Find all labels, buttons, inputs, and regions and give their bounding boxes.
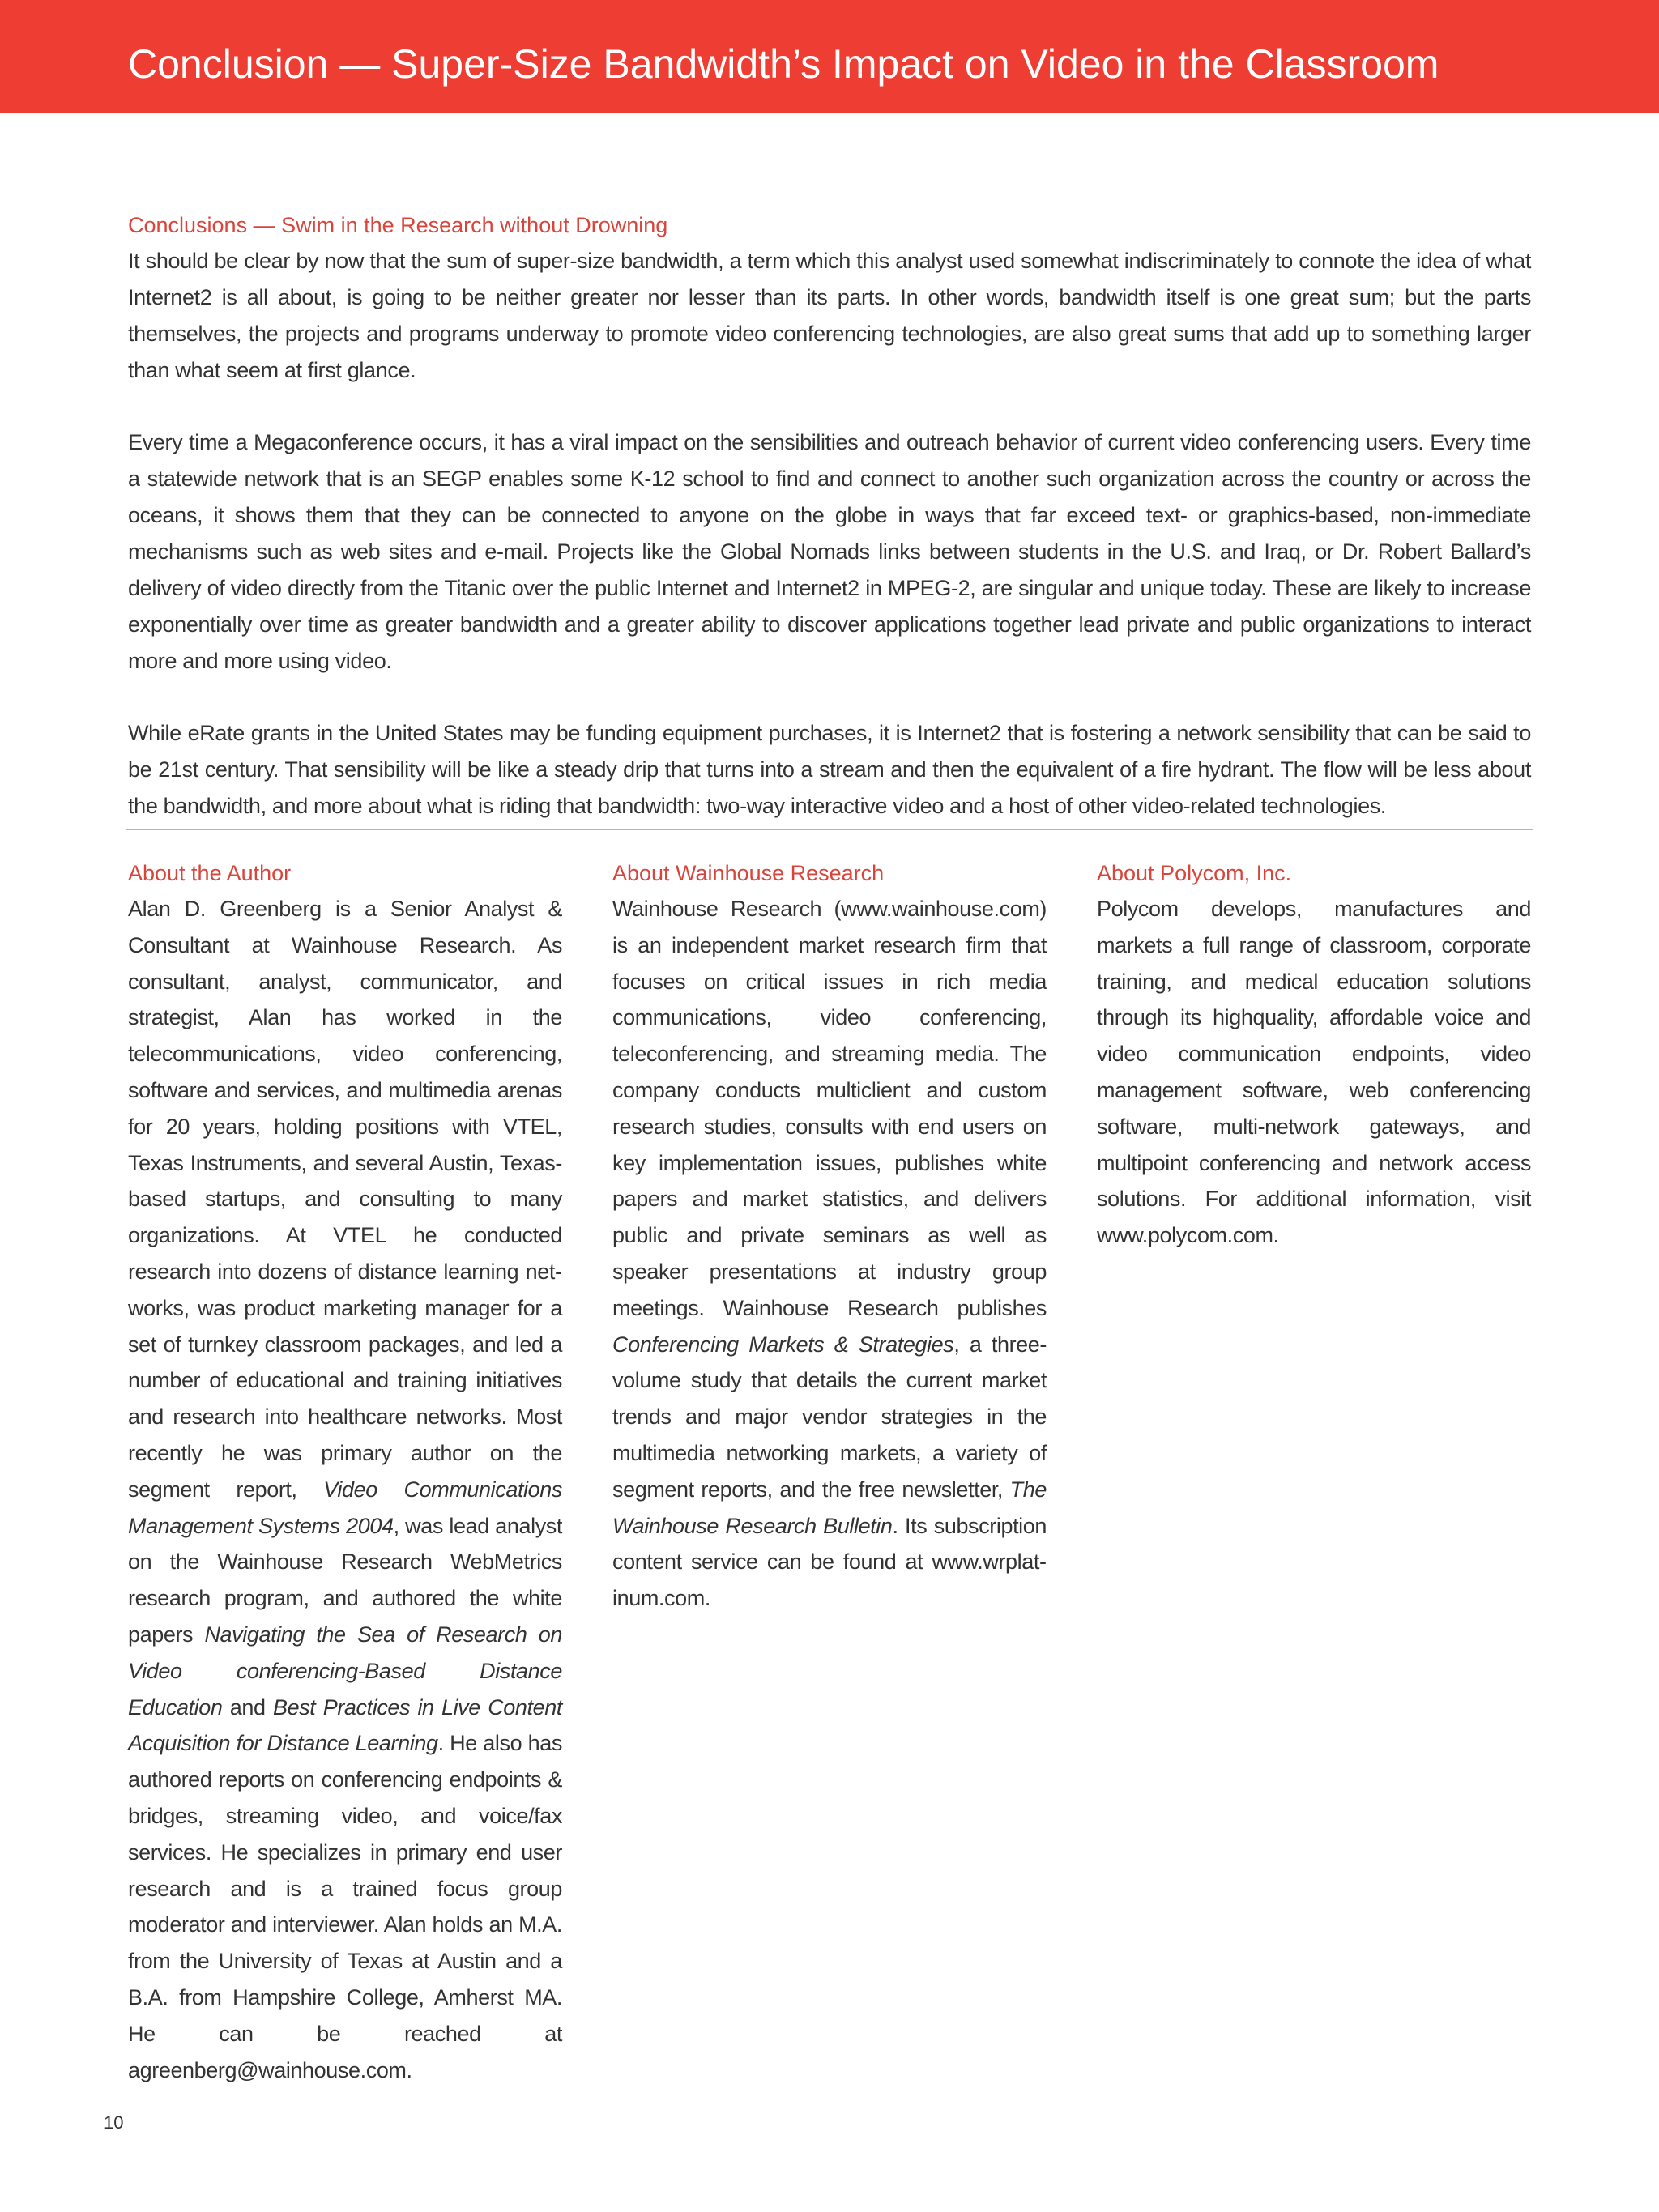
header-banner bbox=[0, 0, 1659, 113]
author-report-title: Video Communications Management Systems 2004 bbox=[128, 1477, 562, 1538]
author-text-part: . He also has authored reports on conferencing endpoints & bridges, streaming video, and voice/fax services. He specializes in primary end user research and is a trained focus group moderator and interviewer. Alan holds an M.A. from the University of Texas at Austin and a B.A. from Hampshire College, Amherst MA. He can be reached at agreenberg@wainhouse.com. bbox=[128, 1731, 562, 2082]
conclusions-section bbox=[128, 207, 1531, 860]
page-number: 10 bbox=[104, 2112, 124, 2133]
wainhouse-text-part: . Its subscription content service can be found at www.wrplatinum.com. bbox=[612, 1513, 1047, 1611]
conclusions-paragraph-3: While eRate grants in the United States may be funding equipment purchases, it is Internet2 that is fostering a network sensibility that can be said to be 21st century. That sensibility will be like a steady drip that turns into a stream and then the equivalent of a fire hydrant. The flow will be less about the bandwidth, and more about what is riding that bandwidth: two-way interactive video and a host of other video-related technologies. bbox=[128, 721, 1531, 818]
author-text-part: , was lead analyst on the Wainhouse Research WebMetrics research program, and authored the white papers bbox=[128, 1513, 562, 1647]
about-wainhouse-text bbox=[612, 891, 1047, 1617]
wainhouse-text-part: , a three-volume study that details the current market trends and major vendor strategies in the multimedia networking markets, a variety of segment reports, and the free newsletter, bbox=[612, 1332, 1047, 1502]
author-text-part: and bbox=[222, 1694, 273, 1720]
about-polycom-heading: About Polycom, Inc. bbox=[1097, 861, 1292, 885]
section-divider bbox=[126, 829, 1533, 830]
about-author-heading: About the Author bbox=[128, 861, 292, 885]
about-wainhouse-column bbox=[612, 855, 1047, 1617]
about-wainhouse-heading: About Wainhouse Research bbox=[612, 861, 885, 885]
conclusions-paragraph-2: Every time a Megaconference occurs, it has a viral impact on the sensibilities and outreach behavior of current video conferencing users. Every time a statewide network that is an SEGP enables some K-12 school to find and connect to another such organization across the country or across the oceans, it shows them that they can be connected to anyone on the globe in ways that far exceed text- or graphics-based, non-immediate mechanisms such as web sites and e-mail. Projects like the Global Nomads links between students in the U.S. and Iraq, or Dr. Robert Ballard’s delivery of video directly from the Titanic over the public Internet and Internet2 in MPEG-2, are singular and unique today. These are likely to increase exponentially over time as greater bandwidth and a greater ability to discover applications together lead private and public organizations to interact more and more using video. bbox=[128, 430, 1531, 673]
author-text-part: Alan D. Greenberg is a Senior Analyst & Consultant at Wainhouse Research. As consultant, analyst, communicator, and strategist, Alan has worked in the telecommunications, video conferencing, software and services, and multimedia arenas for 20 years, holding positions with VTEL, Texas Instruments, and several Austin, Texas-based startups, and consulting to many organizations. At VTEL he conducted research into dozens of distance learning networks, was product marketing manager for a set of turnkey classroom packages, and led a number of educational and training initiatives and research into healthcare networks. Most recently he was primary author on the segment report, bbox=[128, 897, 562, 1502]
wainhouse-study-title: Conferencing Markets & Strategies bbox=[612, 1332, 954, 1357]
page-title: Conclusion — Super-Size Bandwidth’s Impact on Video in the Classroom bbox=[128, 41, 1439, 87]
about-polycom-text: Polycom develops, manufactures and markets a full range of classroom, corporate training, and medical education solutions through its highquality, affordable voice and video communication endpoints, video management software, web conferencing software, multi-network gateways, and multipoint conferencing and network access solutions. For additional information, visit www.polycom.com. bbox=[1097, 897, 1531, 1248]
about-author-column bbox=[128, 855, 562, 2088]
conclusions-heading: Conclusions — Swim in the Research without Drowning bbox=[128, 213, 668, 237]
wainhouse-newsletter-title: The Wainhouse Research Bulletin bbox=[612, 1477, 1047, 1538]
conclusions-paragraph-1: It should be clear by now that the sum of super-size bandwidth, a term which this analyst used somewhat indiscriminately to connote the idea of what Internet2 is all about, is going to be neither greater nor lesser than its parts. In other words, bandwidth itself is one great sum; but the parts themselves, the projects and programs underway to promote video conferencing technologies, are also great sums that add up to something larger than what seem at first glance. bbox=[128, 249, 1531, 382]
about-author-text bbox=[128, 891, 562, 2088]
wainhouse-text-part: Wainhouse Research (www.wainhouse.com) is an independent market research firm that focuses on critical issues in rich media communications, video conferencing, teleconferencing, and streaming media. The company conducts multiclient and custom research studies, consults with end users on key implementation issues, publishes white papers and market statistics, and delivers public and private seminars as well as speaker presentations at industry group meetings. Wainhouse Research publishes bbox=[612, 897, 1047, 1320]
author-white-paper-title: Navigating the Sea of Research on Video conferencing-Based Distance Education bbox=[128, 1622, 562, 1720]
author-white-paper-title: Best Practices in Live Content Acquisition for Distance Learning bbox=[128, 1694, 562, 1756]
about-polycom-column bbox=[1097, 855, 1531, 1254]
